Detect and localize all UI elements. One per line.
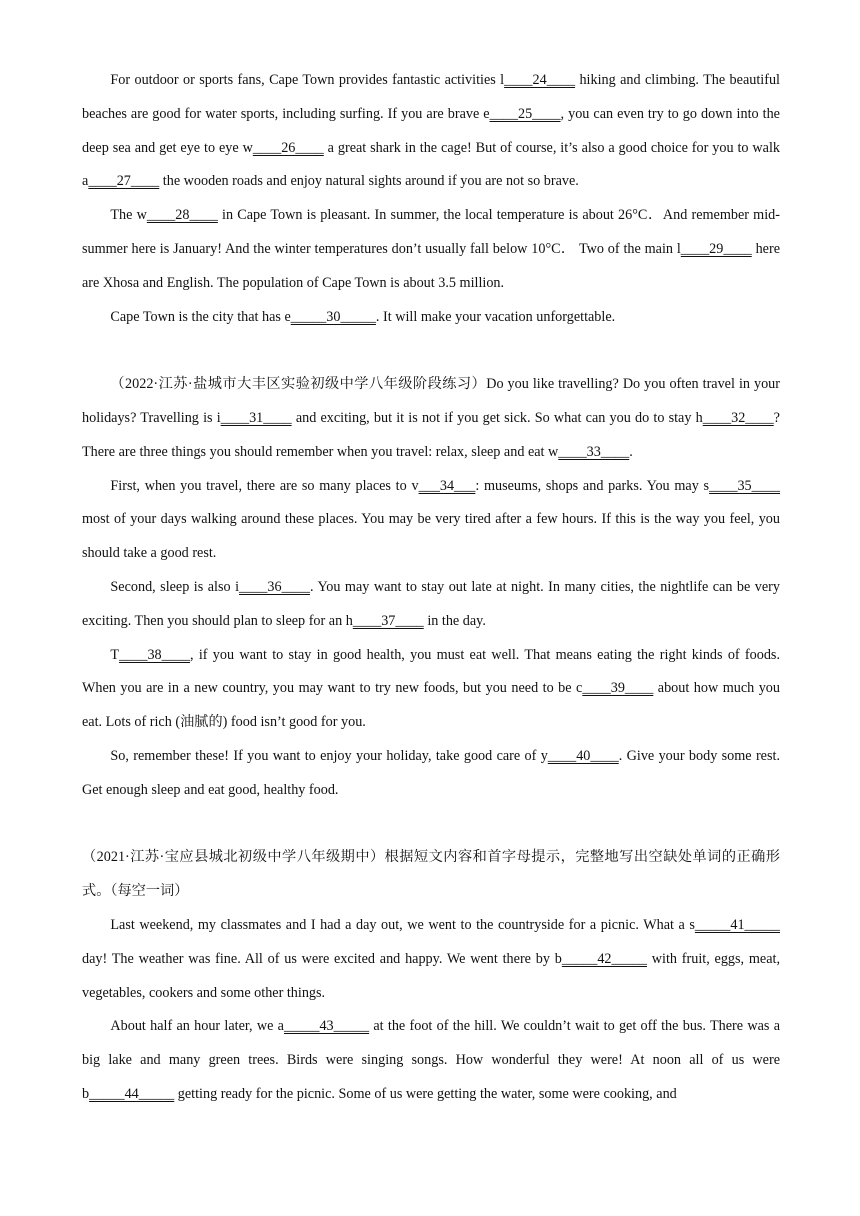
answer-blank: ____28____ bbox=[146, 207, 218, 224]
passage-cape-town bbox=[82, 64, 780, 334]
text-run: First, when you travel, there are so many places to v bbox=[110, 477, 419, 494]
answer-blank: _____43_____ bbox=[283, 1018, 370, 1035]
paragraph bbox=[82, 1010, 780, 1111]
paragraph bbox=[82, 639, 780, 740]
answer-blank: ____31____ bbox=[220, 409, 292, 426]
answer-blank: ____40____ bbox=[547, 747, 619, 764]
paragraph bbox=[82, 571, 780, 639]
answer-blank: ____33____ bbox=[558, 443, 630, 460]
text-run: For outdoor or sports fans, Cape Town provides fantastic activities l bbox=[110, 72, 505, 88]
text-run: Last weekend, my classmates and I had a day out, we went to the countryside for a picnic. What a s bbox=[110, 916, 695, 933]
answer-blank: ____38____ bbox=[119, 646, 190, 663]
paragraph bbox=[82, 909, 780, 1010]
text-run: （2022·江苏·盐城市大丰区实验初级中学八年级阶段练习）Do you like travelling? Do you often travel in your holidays? Travelling is i bbox=[82, 376, 780, 426]
text-run: hiking and climbing. The beautiful beaches are good for water sports, including surfing. If you are brave e bbox=[82, 72, 780, 122]
paragraph bbox=[82, 740, 780, 808]
answer-blank: ___34___ bbox=[418, 477, 476, 494]
text-run: , if you want to stay in good health, you must eat well. That means eating the right kinds of foods. When you are in a new country, you may want to try new foods, but you need to be c bbox=[82, 646, 780, 697]
text-run: and exciting, but it is not if you get sick. So what can you do to stay h bbox=[291, 409, 703, 426]
answer-blank: _____30_____ bbox=[290, 308, 376, 325]
section-gap bbox=[82, 808, 780, 842]
text-run: . bbox=[629, 443, 633, 460]
answer-blank: _____41_____ bbox=[694, 916, 780, 933]
text-run: at the foot of the hill. We couldn’t wait to get off the bus. There was a big lake and many green trees. Birds were singing songs. How wonderful they were! At noon all of us were b bbox=[82, 1018, 780, 1102]
text-run: So, remember these! If you want to enjoy your holiday, take good care of y bbox=[110, 747, 548, 764]
text-run: . It will make your vacation unforgettable. bbox=[375, 308, 616, 325]
text-run: About half an hour later, we a bbox=[110, 1018, 284, 1035]
answer-blank: ____29____ bbox=[680, 240, 752, 257]
paragraph bbox=[82, 470, 780, 571]
text-run: about how much you eat. Lots of rich (油腻的) food isn’t good for you. bbox=[82, 680, 780, 731]
text-run: . Give your body some rest. Get enough sleep and eat good, healthy food. bbox=[82, 747, 780, 798]
answer-blank: ____27____ bbox=[88, 173, 160, 190]
section-gap bbox=[82, 334, 780, 368]
text-run: . You may want to stay out late at night. In many cities, the nightlife can be very exciting. Then you should plan to sleep for an h bbox=[82, 578, 780, 629]
answer-blank: ____37____ bbox=[352, 612, 424, 629]
text-run: , you can even try to go down into the deep sea and get eye to eye w bbox=[82, 105, 780, 156]
text-run: : museums, shops and parks. You may s bbox=[475, 477, 710, 494]
answer-blank: _____44_____ bbox=[89, 1085, 175, 1102]
answer-blank: ____39____ bbox=[582, 680, 654, 697]
paragraph bbox=[82, 301, 780, 335]
answer-blank: ____25____ bbox=[489, 105, 561, 122]
answer-blank: ____35____ bbox=[709, 477, 781, 494]
text-run: in Cape Town is pleasant. In summer, the local temperature is about 26°C．And remember mid-summer here is January! And the winter temperatures don’t usually fall below 10°C． Two of the main l bbox=[82, 207, 780, 257]
passage-picnic bbox=[82, 841, 780, 1111]
text-run: Second, sleep is also i bbox=[110, 578, 240, 595]
exercise-instruction: （2021·江苏·宝应县城北初级中学八年级期中）根据短文内容和首字母提示，完整地写出空缺处单词的正确形式。（每空一词） bbox=[82, 849, 780, 900]
text-run: in the day. bbox=[423, 612, 486, 629]
text-run: ? There are three things you should remember when you travel: relax, sleep and eat w bbox=[82, 409, 780, 460]
text-run: Cape Town is the city that has e bbox=[110, 308, 291, 325]
paragraph bbox=[82, 64, 780, 199]
text-run: the wooden roads and enjoy natural sights around if you are not so brave. bbox=[159, 173, 579, 190]
text-run: a great shark in the cage! But of course, it’s also a good choice for you to walk a bbox=[82, 139, 780, 190]
paragraph bbox=[82, 199, 780, 300]
text-run: day! The weather was fine. All of us were excited and happy. We went there by b bbox=[82, 950, 562, 967]
answer-blank: ____32____ bbox=[702, 409, 774, 426]
answer-blank: _____42_____ bbox=[561, 950, 647, 967]
answer-blank: ____36____ bbox=[239, 578, 310, 595]
paragraph bbox=[82, 368, 780, 469]
answer-blank: ____24____ bbox=[504, 72, 576, 88]
passage-travelling bbox=[82, 368, 780, 807]
answer-blank: ____26____ bbox=[252, 139, 324, 156]
text-run: The w bbox=[110, 207, 147, 224]
text-run: with fruit, eggs, meat, vegetables, cookers and some other things. bbox=[82, 950, 781, 1001]
text-run: here are Xhosa and English. The population of Cape Town is about 3.5 million. bbox=[82, 240, 780, 291]
text-run: most of your days walking around these places. You may be very tired after a few hours. If this is the way you feel, you should take a good rest. bbox=[82, 511, 780, 562]
text-run: getting ready for the picnic. Some of us were getting the water, some were cooking, and bbox=[174, 1085, 677, 1102]
text-run: T bbox=[110, 646, 120, 663]
